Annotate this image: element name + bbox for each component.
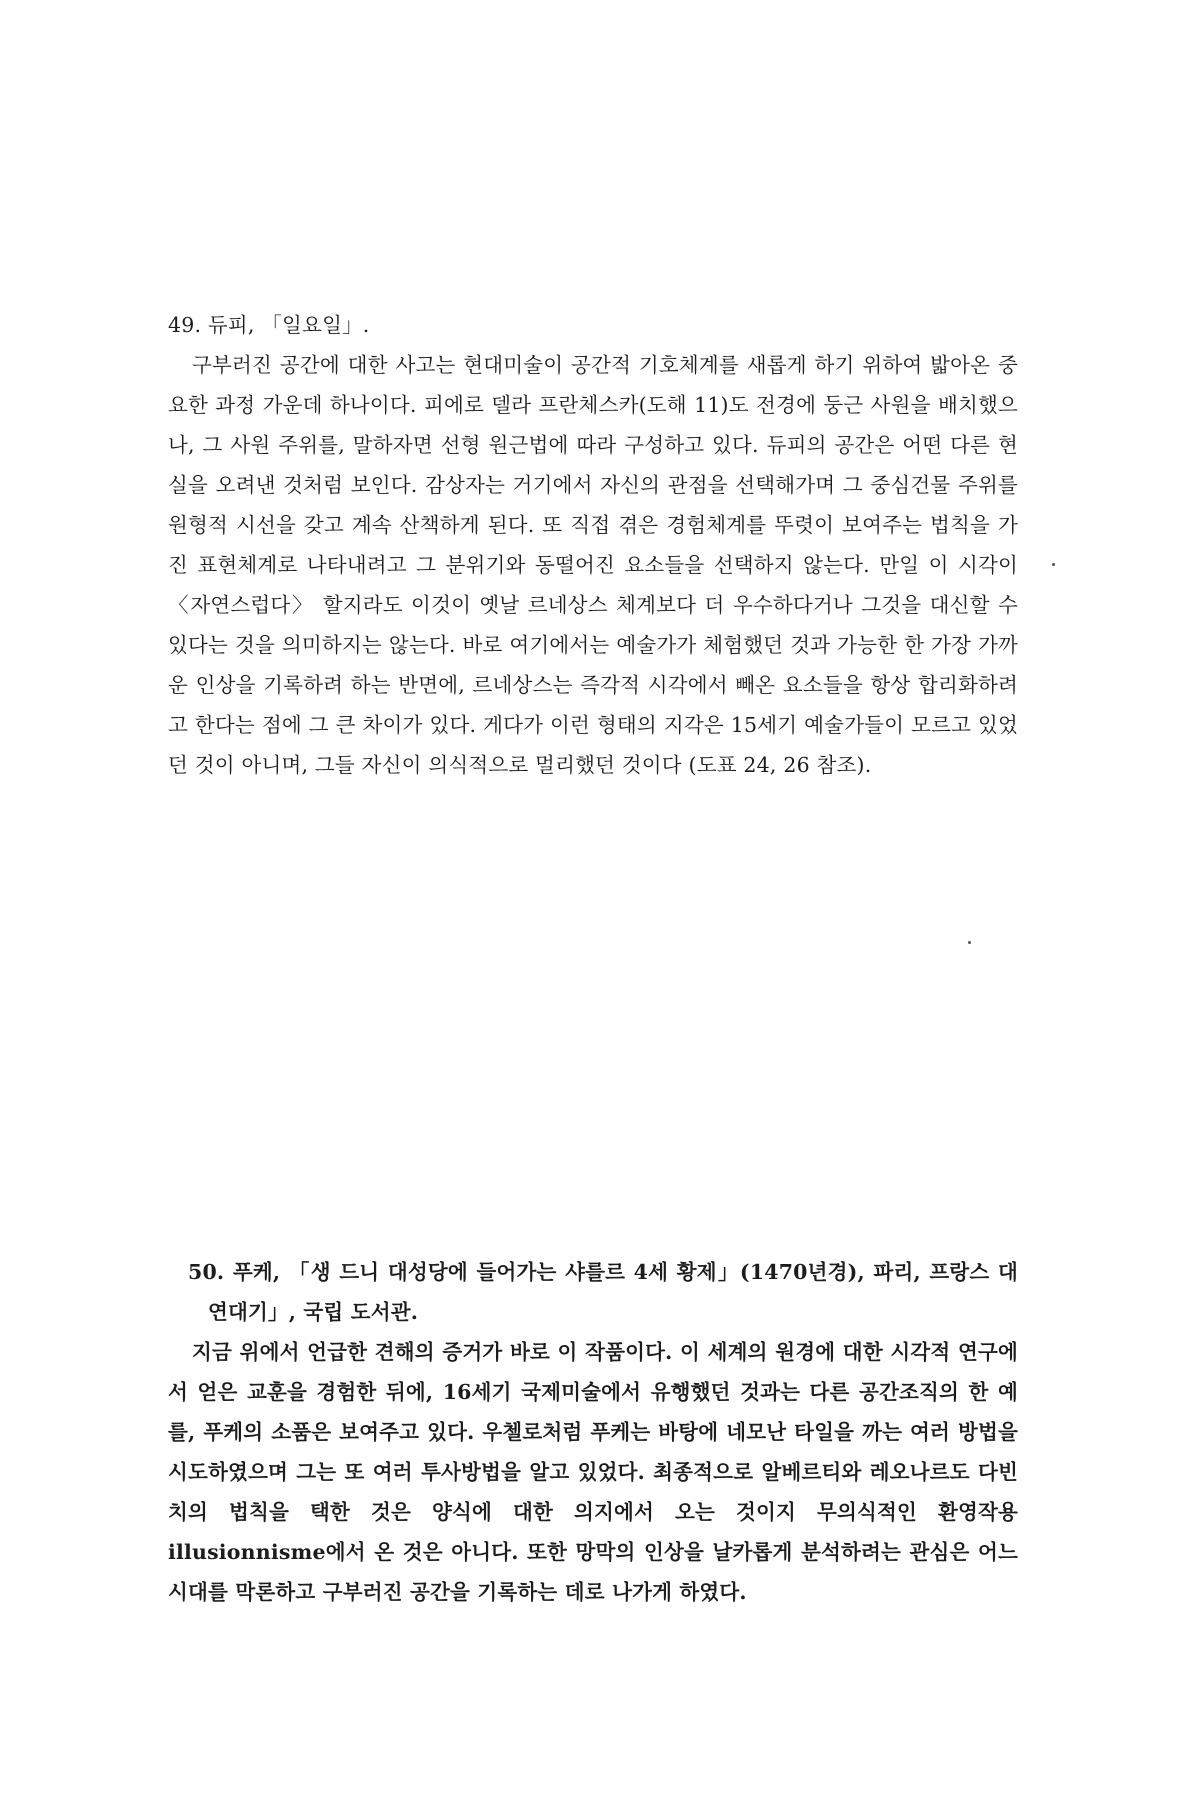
note-49-heading: 49. 듀피, 「일요일」. [168,313,370,337]
note-49 [168,305,1018,785]
scan-speck [1052,563,1055,566]
note-50 [168,1252,1018,1612]
note-50-heading: 50. 푸케, 「생 드니 대성당에 들어가는 샤를르 4세 황제」(1470년경), 파리, 프랑스 대연대기」, 국립 도서관. [188,1260,1018,1324]
scan-speck [968,941,971,944]
note-49-body: 구부러진 공간에 대한 사고는 현대미술이 공간적 기호체계를 새롭게 하기 위하여 밟아온 중요한 과정 가운데 하나이다. 피에로 델라 프란체스카(도해 11)도 전경에 둥근 사원을 배치했으나, 그 사원 주위를, 말하자면 선형 원근법에 따라 구성하고 있다. 듀피의 공간은 어떤 다른 현실을 오려낸 것처럼 보인다. 감상자는 거기에서 자신의 관점을 선택해가며 그 중심건물 주위를 원형적 시선을 갖고 계속 산책하게 된다. 또 직접 겪은 경험체계를 뚜렷이 보여주는 법칙을 가진 표현체계로 나타내려고 그 분위기와 동떨어진 요소들을 선택하지 않는다. 만일 이 시각이 〈자연스럽다〉 할지라도 이것이 옛날 르네상스 체계보다 더 우수하다거나 그것을 대신할 수 있다는 것을 의미하지는 않는다. 바로 여기에서는 예술가가 체험했던 것과 가능한 한 가장 가까운 인상을 기록하려 하는 반면에, 르네상스는 즉각적 시각에서 빼온 요소들을 항상 합리화하려고 한다는 점에 그 큰 차이가 있다. 게다가 이런 형태의 지각은 15세기 예술가들이 모르고 있었던 것이 아니며, 그들 자신이 의식적으로 멀리했던 것이다 (도표 24, 26 참조). [168,353,1018,777]
note-50-body: 지금 위에서 언급한 견해의 증거가 바로 이 작품이다. 이 세계의 원경에 대한 시각적 연구에서 얻은 교훈을 경험한 뒤에, 16세기 국제미술에서 유행했던 것과는 다른 공간조직의 한 예를, 푸케의 소품은 보여주고 있다. 우첼로처럼 푸케는 바탕에 네모난 타일을 까는 여러 방법을 시도하였으며 그는 또 여러 투사방법을 알고 있었다. 최종적으로 알베르티와 레오나르도 다빈치의 법칙을 택한 것은 양식에 대한 의지에서 오는 것이지 무의식적인 환영작용illusionnisme에서 온 것은 아니다. 또한 망막의 인상을 날카롭게 분석하려는 관심은 어느 시대를 막론하고 구부러진 공간을 기록하는 데로 나가게 하였다. [168,1340,1018,1604]
